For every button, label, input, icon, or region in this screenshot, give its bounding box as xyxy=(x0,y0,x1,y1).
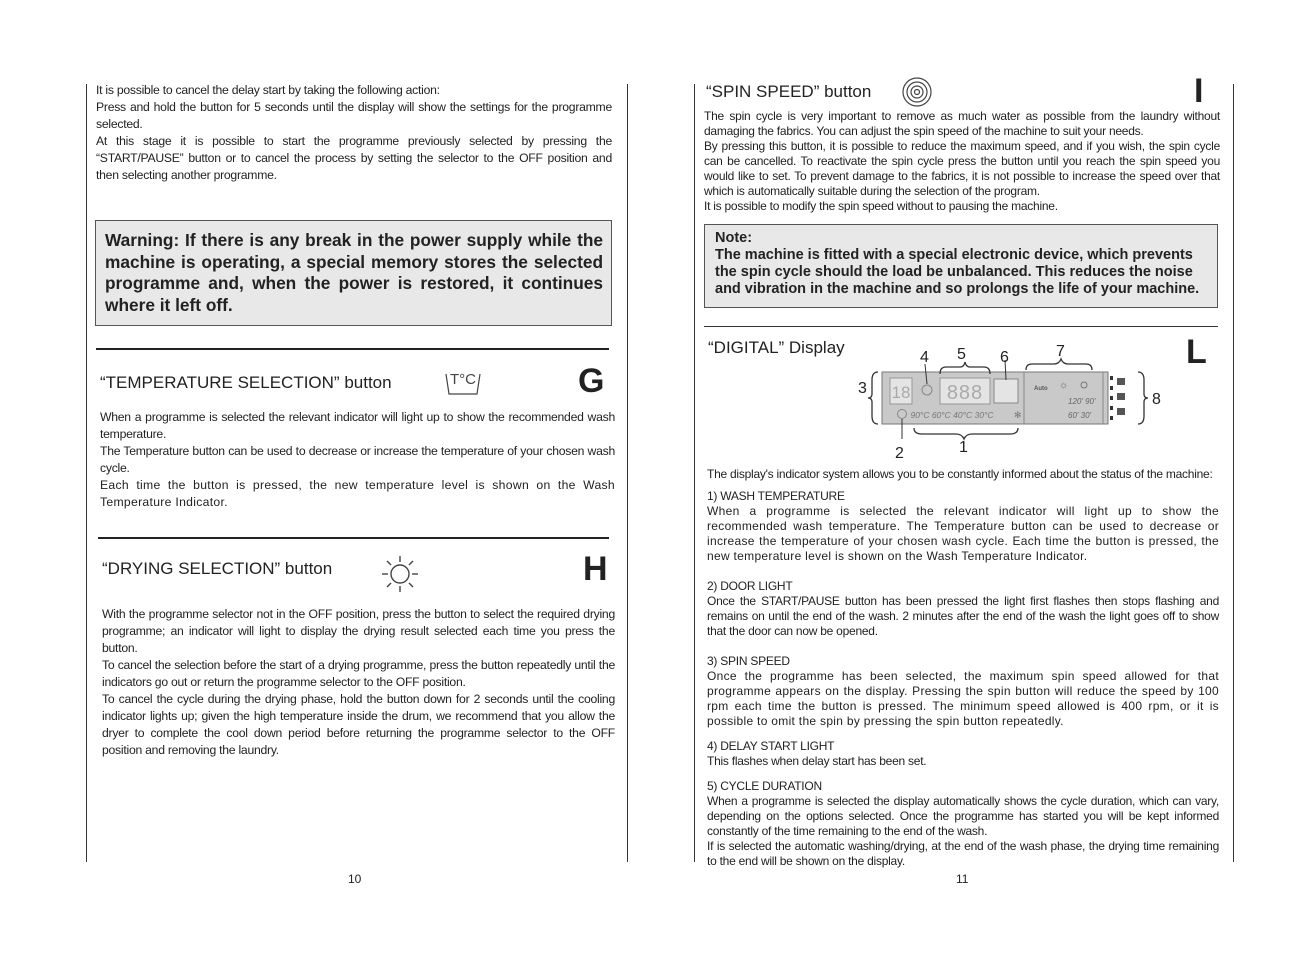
indicator-title: 1) WASH TEMPERATURE xyxy=(707,489,845,503)
indicator-item xyxy=(707,579,1219,639)
temperature-heading: “TEMPERATURE SELECTION” button xyxy=(100,373,392,392)
callout-1: 1 xyxy=(959,439,968,456)
paragraph: The Temperature button can be used to decrease or increase the temperature of your chosen wash cycle. xyxy=(100,444,615,475)
warning-box: Warning: If there is any break in the power supply while the machine is operating, a special memory stores the selected programme and, when the power is restored, it continues where it left off. xyxy=(95,220,612,326)
display-seg-big: 888 xyxy=(946,382,984,404)
svg-text:☼: ☼ xyxy=(1059,380,1069,391)
paragraph: When a programme is selected the relevant indicator will light up to show the recommended wash temperature. xyxy=(100,410,615,441)
paragraph: By pressing this button, it is possible to reduce the maximum speed, and if you wish, the spin cycle can be cancelled. To reactivate the spin cycle press the button until you reach the spin speed you would like to set. To prevent damage to the fabrics, it is not possible to increase the speed over that which is automatically suitable during the selection of the program. xyxy=(704,139,1220,198)
spin-heading: “SPIN SPEED” button xyxy=(706,82,872,101)
spin-icon xyxy=(900,76,934,108)
indicator-item xyxy=(707,739,1219,769)
temperature-icon xyxy=(443,366,483,396)
svg-text:✻: ✻ xyxy=(1014,410,1022,420)
paragraph: The spin cycle is very important to remove as much water as possible from the laundry without damaging the fabrics. You can adjust the spin speed of the machine to suit your needs. xyxy=(704,109,1220,138)
drying-heading: “DRYING SELECTION” button xyxy=(102,559,333,578)
paragraph: Each time the button is pressed, the new temperature level is shown on the Wash Temperature Indicator. xyxy=(100,478,615,509)
left-page-right-rule xyxy=(627,84,628,862)
drying-text xyxy=(102,606,615,759)
paragraph: To cancel the cycle during the drying phase, hold the button down for 2 seconds until the cooling indicator lights up; given the high temperature inside the drum, we recommend that you allow the dryer to complete the cool down period before returning the programme selector to the OFF position and removing the laundry. xyxy=(102,692,615,757)
right-page-right-rule xyxy=(1233,84,1234,862)
section-letter-g: G xyxy=(578,362,605,400)
indicator-text: When a programme is selected the display automatically shows the cycle duration, which can vary, depending on the options selected. Once the programme has started you will be kept informed constantly of the time remaining to the end of the wash. xyxy=(707,794,1219,838)
indicator-item xyxy=(707,489,1219,564)
indicator-item xyxy=(707,654,1219,729)
temperature-rule xyxy=(96,348,609,350)
section-letter-h: H xyxy=(583,550,608,588)
callout-7: 7 xyxy=(1056,343,1065,360)
display-seg-small: 18 xyxy=(891,383,911,402)
paragraph: With the programme selector not in the OFF position, press the button to select the required drying programme; an indicator will light to display the drying result selected each time you press the button. xyxy=(102,607,615,655)
callout-2: 2 xyxy=(895,445,904,462)
callout-3: 3 xyxy=(858,380,867,397)
page-number-left: 10 xyxy=(348,872,362,886)
paragraph: To cancel the selection before the start of a drying programme, press the button repeatedly until the indicators go out or return the programme selector to the OFF position. xyxy=(102,658,615,689)
note-text: The machine is fitted with a special electronic device, which prevents the spin cycle should the load be unbalanced. This reduces the noise and vibration in the machine and so prolongs the life of your machine. xyxy=(715,247,1200,297)
callout-8: 8 xyxy=(1152,391,1161,408)
indicator-text: When a programme is selected the relevant indicator will light up to show the recommended wash temperature. The Temperature button can be used to decrease or increase the temperature of your chosen wash cycle. Each time the button is pressed, the new temperature level is shown on the Wash Temperature Indicator. xyxy=(707,504,1219,563)
digital-rule xyxy=(704,326,1218,327)
indicator-text: Once the programme has been selected, the maximum spin speed allowed for that programme appears on the display. Pressing the spin button will reduce the speed by 100 rpm each time the button is pressed. The minimum speed allowed is 400 rpm, or it is possible to omit the spin by pressing the spin button repeatedly. xyxy=(707,669,1219,728)
paragraph: It is possible to modify the spin speed without to pausing the machine. xyxy=(704,199,1058,213)
left-page-left-rule xyxy=(86,84,87,862)
temperature-text xyxy=(100,409,615,511)
right-page-left-rule xyxy=(694,84,695,862)
indicator-text: Once the START/PAUSE button has been pressed the light first flashes then stops flashing and remains on until the end of the wash. 2 minutes after the end of the wash the light goes off to show that the door can now be opened. xyxy=(707,594,1219,638)
indicator-title: 2) DOOR LIGHT xyxy=(707,579,793,593)
callout-4: 4 xyxy=(920,349,929,366)
display-diagram xyxy=(856,340,1176,462)
paragraph: The display's indicator system allows you to be constantly informed about the status of the machine: xyxy=(707,467,1213,481)
display-auto: Auto xyxy=(1034,386,1048,392)
display-spins-top: 120' 90' xyxy=(1068,397,1096,406)
note-box xyxy=(704,224,1218,308)
paragraph: At this stage it is possible to start the programme previously selected by pressing the “START/PAUSE” button or to cancel the process by setting the selector to the OFF position and then selecting another programme. xyxy=(96,134,612,182)
sun-icon xyxy=(380,554,420,594)
paragraph: It is possible to cancel the delay start by taking the following action: xyxy=(96,83,440,97)
paragraph: Press and hold the button for 5 seconds until the display will show the settings for the programme selected. xyxy=(96,100,612,131)
digital-text xyxy=(707,467,1219,869)
drying-rule xyxy=(98,537,609,539)
indicator-item xyxy=(707,779,1219,869)
digital-heading: “DIGITAL” Display xyxy=(708,338,845,357)
display-spins-bottom: 60' 30' xyxy=(1068,411,1092,420)
indicator-title: 5) CYCLE DURATION xyxy=(707,779,822,793)
section-letter-l: L xyxy=(1186,333,1207,371)
indicator-text: If is selected the automatic washing/drying, at the end of the wash phase, the drying time remaining to the end will be shown on the display. xyxy=(707,839,1219,868)
delay-cancel-section xyxy=(96,82,612,184)
callout-5: 5 xyxy=(957,346,966,363)
spin-text xyxy=(704,109,1220,214)
page-number-right: 11 xyxy=(956,872,969,886)
note-label: Note: xyxy=(715,230,753,246)
indicator-text: This flashes when delay start has been set. xyxy=(707,754,927,768)
section-letter-i: I xyxy=(1194,72,1204,110)
indicator-title: 3) SPIN SPEED xyxy=(707,654,790,668)
temperature-icon-label: T°C xyxy=(450,371,476,388)
display-temps: 90°C 60°C 40°C 30°C xyxy=(910,410,994,420)
indicator-title: 4) DELAY START LIGHT xyxy=(707,739,835,753)
callout-6: 6 xyxy=(1000,349,1009,366)
